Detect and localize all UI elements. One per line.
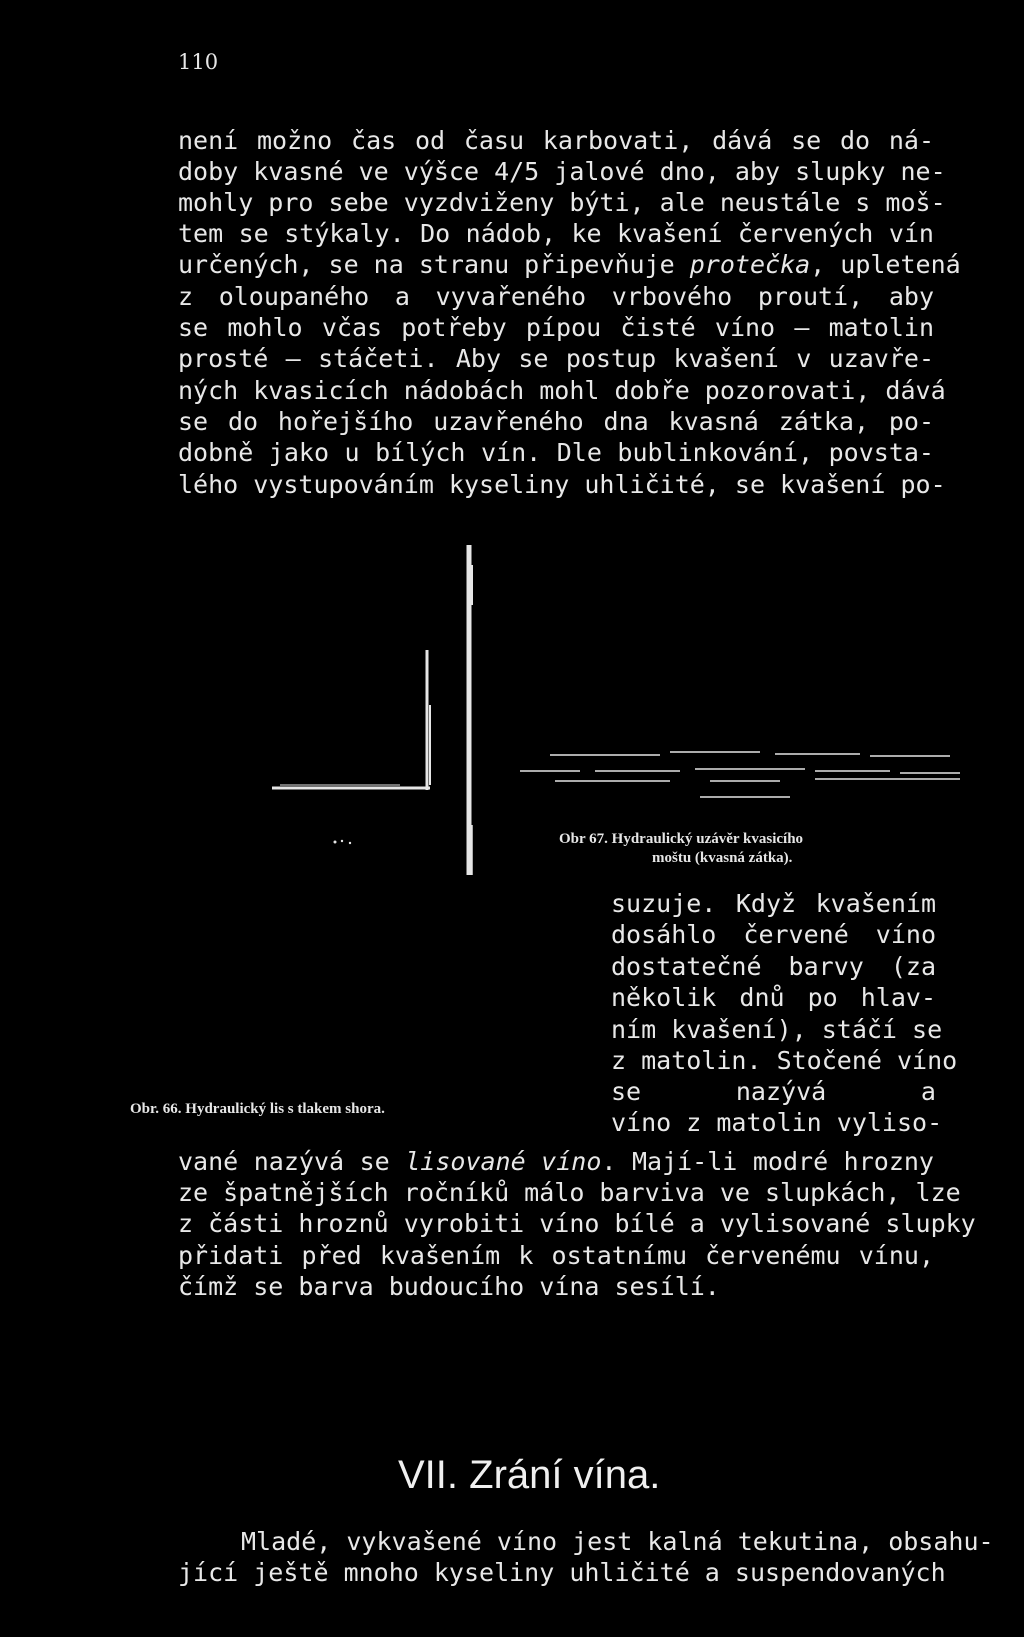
text-line: vané nazývá se lisované víno. Mají-li modré hrozny [178, 1147, 934, 1176]
text-line: Mladé, vykvašené víno jest kalná tekutina, obsahu- [241, 1527, 994, 1556]
text-line: lého vystupováním kyseliny uhličité, se kvašení po- [178, 470, 946, 499]
text-line: z části hroznů vyrobiti víno bílé a vylisované slupky [178, 1209, 976, 1238]
figure-67-caption-line2: moštu (kvasná zátka). [652, 850, 793, 866]
text-line: ných kvasicích nádobách mohl dobře pozorovati, dává [178, 376, 946, 405]
page-number: 110 [178, 50, 219, 74]
text-line: mohly pro sebe vyzdviženy býti, ale neustále s moš- [178, 188, 946, 217]
text-line: se mohlo včas potřeby pípou čisté víno — matolin [178, 313, 934, 342]
text-line: doby kvasné ve výšce 4/5 jalové dno, aby slupky ne- [178, 157, 946, 186]
italic-term: protečka [689, 250, 811, 279]
text-line: dostatečné barvy (za [611, 952, 936, 981]
text-line: prosté — stáčeti. Aby se postup kvašení v uzavře- [178, 344, 934, 373]
text-line: jící ještě mnoho kyseliny uhličité a suspendovaných [178, 1558, 946, 1587]
text-line: ze špatnějších ročníků málo barviva ve slupkách, lze [178, 1178, 961, 1207]
text-line: se do hořejšího uzavřeného dna kvasná zátka, po- [178, 407, 934, 436]
text-line: určených, se na stranu připevňuje protečka, upletená [178, 250, 961, 279]
text-line: ním kvašení), stáčí se [611, 1015, 943, 1044]
text-line: není možno čas od času karbovati, dává se do ná- [178, 126, 934, 155]
text-line: dobně jako u bílých vín. Dle bublinkování, povsta- [178, 438, 934, 467]
text-line: z oloupaného a vyvařeného vrbového proutí, aby [178, 282, 934, 311]
figure-67-water-seal-drawing [520, 752, 960, 797]
text-line: přidati před kvašením k ostatnímu červenému vínu, [178, 1241, 934, 1270]
text-line: z matolin. Stočené víno [611, 1046, 958, 1075]
text-line: několik dnů po hlav- [611, 983, 936, 1012]
italic-term: lisované víno [405, 1147, 602, 1176]
section-heading: VII. Zrání vína. [398, 1453, 661, 1497]
figure-66-caption: Obr. 66. Hydraulický lis s tlakem shora. [130, 1101, 385, 1117]
text-line: suzuje. Když kvašením [611, 889, 936, 918]
text-line: čímž se barva budoucího vína sesílí. [178, 1272, 720, 1301]
text-line: se nazývá a [611, 1077, 936, 1106]
text-line: tem se stýkaly. Do nádob, ke kvašení červených vín [178, 219, 934, 248]
figure-66-press-drawing [272, 545, 472, 875]
figure-67-caption-line1: Obr 67. Hydraulický uzávěr kvasicího [559, 831, 804, 847]
text-line: dosáhlo červené víno [611, 920, 936, 949]
text-line: víno z matolin vyliso- [611, 1108, 943, 1137]
figure-illustrations [250, 545, 960, 905]
